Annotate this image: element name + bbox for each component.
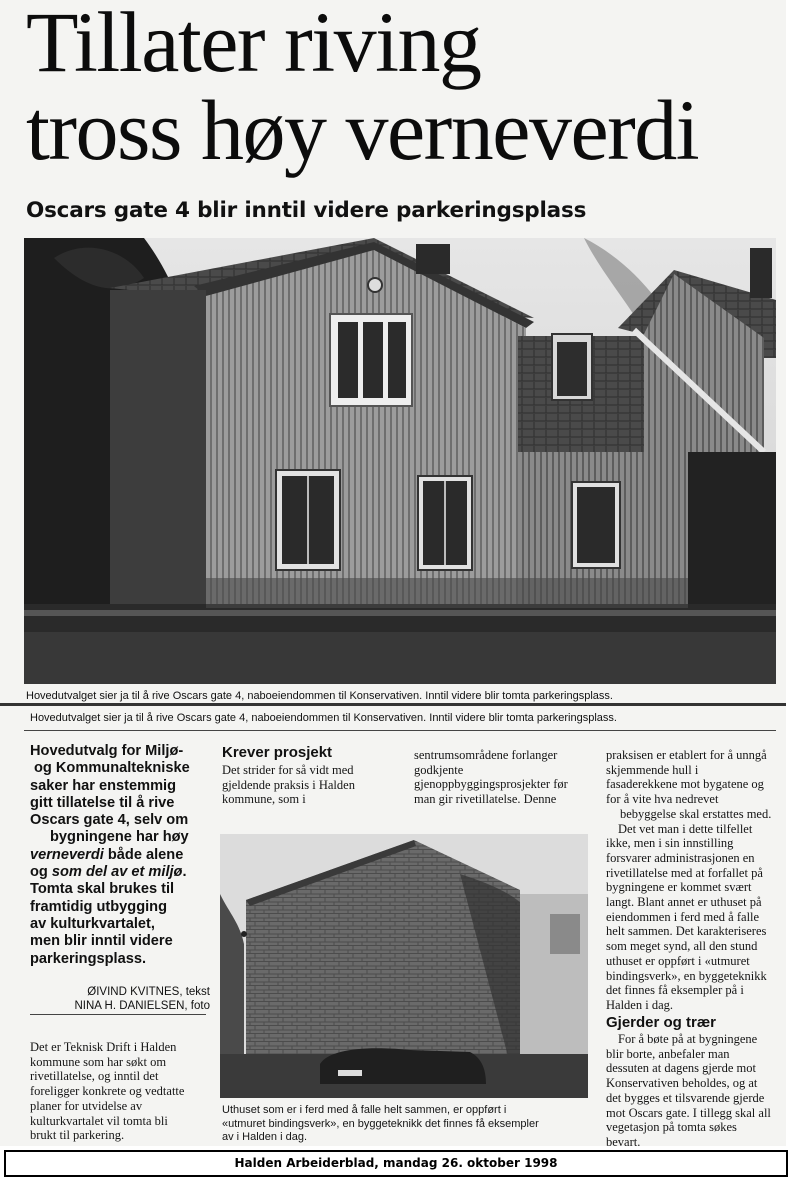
crosshead-gjerder-og-traer: Gjerder og trær bbox=[606, 1014, 717, 1031]
lede-emphasis: som del av et miljø bbox=[51, 864, 183, 881]
body-line: Det strider for så vidt med bbox=[222, 763, 354, 777]
outhouse-photo bbox=[220, 834, 588, 1098]
house-photo-illustration bbox=[24, 238, 776, 684]
body-line: Det er Teknisk Drift i Halden bbox=[30, 1040, 177, 1054]
body-line: rivetillatelse, og inntil det bbox=[30, 1069, 159, 1084]
body-line: helt sammen. Det karakteriseres bbox=[606, 924, 767, 939]
photo-caption: Hovedutvalget sier ja til å rive Oscars gate 4, naboeiendommen til Konservativen. Inntil videre blir tomta parkeringsplass. bbox=[30, 712, 617, 724]
caption-line: «utmuret bindingsverk», en byggeteknikk det finnes få eksempler bbox=[222, 1117, 539, 1130]
headline-line-1: Tillater riving bbox=[26, 0, 481, 90]
section-divider bbox=[0, 703, 786, 706]
crosshead-krever-prosjekt: Krever prosjekt bbox=[222, 744, 333, 761]
body-line: Halden i dag. bbox=[606, 997, 673, 1012]
body-line: Det vet man i dette tilfellet bbox=[618, 821, 753, 836]
source-footer: Halden Arbeiderblad, mandag 26. oktober 1998 bbox=[4, 1150, 788, 1177]
body-line: bindingsverk», en byggeteknikk bbox=[606, 968, 767, 983]
body-line: vegetasjon på tomta søkes bbox=[606, 1120, 737, 1135]
outhouse-photo-illustration bbox=[220, 834, 588, 1098]
body-line: blir borte, anbefaler man bbox=[606, 1046, 730, 1061]
headline-line-2: tross høy verneverdi bbox=[26, 82, 699, 178]
lede-line: saker har enstemmig bbox=[30, 777, 177, 794]
body-line: godkjente bbox=[414, 762, 464, 777]
lede-paragraph bbox=[30, 743, 210, 968]
body-line: dessuten at dagens gjerde mot bbox=[606, 1061, 756, 1076]
body-line: bygningene er kommet svært bbox=[606, 880, 752, 895]
lede-emphasis: verneverdi bbox=[30, 846, 104, 863]
subheadline: Oscars gate 4 blir inntil videre parkeringsplass bbox=[26, 198, 587, 223]
column-4-body bbox=[606, 748, 782, 1013]
body-line: planer for utvidelse av bbox=[30, 1098, 143, 1113]
lede-line: framtidig utbygging bbox=[30, 898, 168, 915]
body-line: gjenoppbyggingsprosjekter før bbox=[414, 777, 568, 792]
body-line: kommune, som i bbox=[222, 792, 306, 807]
body-line: kommune som har søkt om bbox=[30, 1054, 167, 1069]
body-line: bebyggelse skal erstattes med. bbox=[620, 806, 772, 821]
body-line: rivetillatelse med at forfallet på bbox=[606, 865, 763, 880]
byline bbox=[30, 986, 210, 1013]
body-line: gjeldende praksis i Halden bbox=[222, 777, 355, 792]
body-line: uthuset er oppført i «utmuret bbox=[606, 953, 750, 968]
photo-caption-inner: Hovedutvalget sier ja til å rive Oscars gate 4, naboeiendommen til Konservativen. Inntil videre blir tomta parkeringsplass. bbox=[26, 690, 613, 702]
outhouse-photo-caption bbox=[222, 1104, 592, 1145]
body-line: for å vite hva nedrevet bbox=[606, 792, 719, 807]
body-line: man gir rivetillatelse. Denne bbox=[414, 792, 557, 807]
house-photo bbox=[24, 238, 776, 684]
column-3-body bbox=[414, 748, 598, 807]
body-line: forsvarer administrasjonen en bbox=[606, 850, 755, 865]
byline-photographer: NINA H. DANIELSEN, foto bbox=[74, 999, 210, 1012]
body-line: mot Oscars gate. I tillegg skal all bbox=[606, 1105, 771, 1120]
lede-line bbox=[30, 864, 210, 881]
body-line: kulturkvartalet vil tomta bli bbox=[30, 1113, 168, 1128]
lede-line: av kulturkvartalet, bbox=[30, 915, 155, 932]
byline-writer: ØIVIND KVITNES, tekst bbox=[87, 986, 210, 998]
body-line: sentrumsområdene forlanger bbox=[414, 748, 558, 762]
lede-line: Oscars gate 4, selv om bbox=[30, 812, 189, 829]
body-line: foreligger konkrete og vedtatte bbox=[30, 1084, 185, 1099]
lede-line: og Kommunaltekniske bbox=[34, 760, 190, 777]
body-line: skjemmende hull i bbox=[606, 762, 699, 777]
caption-line: Uthuset som er i ferd med å falle helt sammen, er oppført i bbox=[222, 1104, 507, 1116]
caption-line: av i Halden i dag. bbox=[222, 1131, 307, 1143]
body-line: som meget synd, all den stund bbox=[606, 939, 758, 954]
body-line: det bygges et tilsvarende gjerde bbox=[606, 1090, 765, 1105]
lede-line-a: og bbox=[30, 864, 52, 881]
headline bbox=[26, 0, 786, 178]
lede-line: Hovedutvalg for Miljø- bbox=[30, 743, 184, 759]
body-line: Konservativen beholdes, og at bbox=[606, 1076, 758, 1091]
body-line: praksisen er etablert for å unngå bbox=[606, 748, 767, 762]
lede-line-b: . bbox=[182, 864, 187, 881]
column-1-body bbox=[30, 1040, 212, 1143]
body-line: eiendommen i ferd med å falle bbox=[606, 909, 760, 924]
lede-line: gitt tillatelse til å rive bbox=[30, 794, 175, 811]
lede-line-rest: både alene bbox=[103, 846, 184, 863]
byline-rule bbox=[30, 1014, 206, 1015]
lede-line: men blir inntil videre bbox=[30, 933, 173, 950]
lede-line: Tomta skal brukes til bbox=[30, 881, 175, 898]
column-4-body-end bbox=[606, 1032, 782, 1146]
caption-rule bbox=[24, 730, 776, 731]
body-line: brukt til parkering. bbox=[30, 1128, 125, 1143]
lede-line: bygningene har høy bbox=[50, 829, 189, 846]
lede-line bbox=[30, 847, 210, 864]
body-line: For å bøte på at bygningene bbox=[618, 1032, 758, 1046]
column-2-body bbox=[222, 763, 402, 807]
body-line: det finnes få eksempler på i bbox=[606, 983, 744, 998]
body-line: langt. Blant annet er uthuset på bbox=[606, 895, 762, 910]
body-line: bevart. bbox=[606, 1134, 641, 1146]
body-line: fasaderekkene mot bygatene og bbox=[606, 777, 764, 792]
lede-line: parkeringsplass. bbox=[30, 950, 146, 967]
body-line: ikke, men i sin innstilling bbox=[606, 836, 734, 851]
